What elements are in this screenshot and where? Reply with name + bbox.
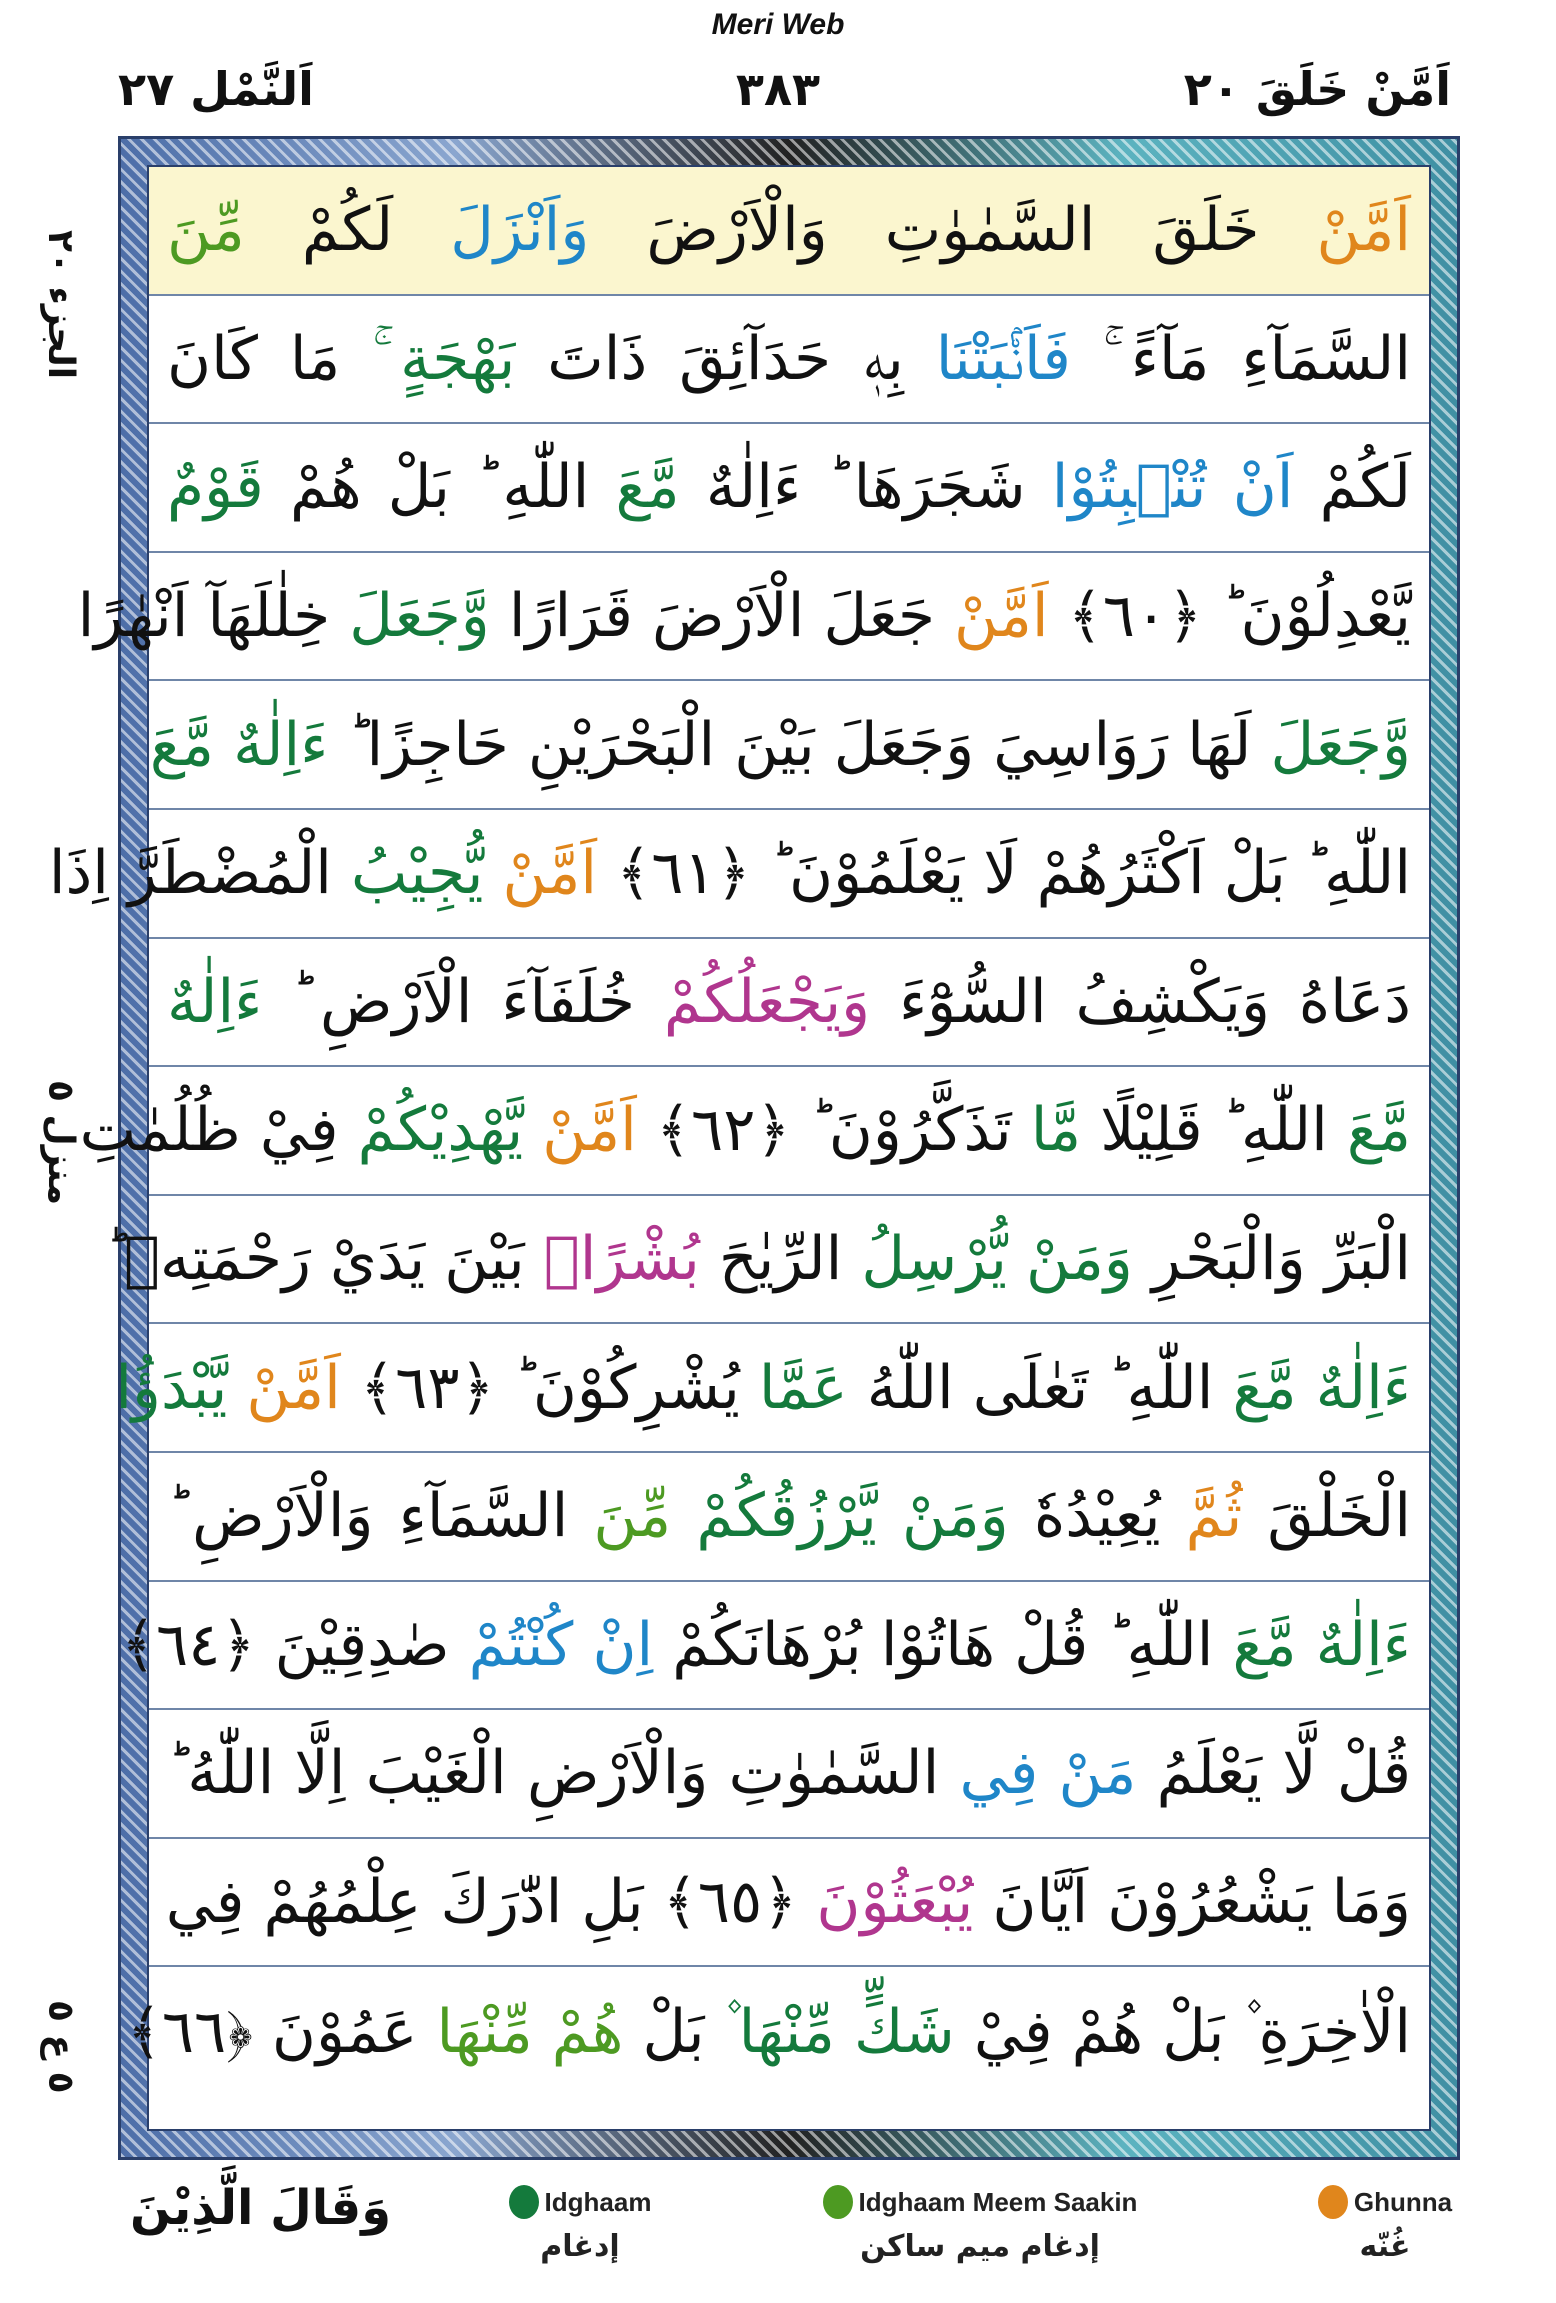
legend-dot-icon bbox=[1318, 2185, 1348, 2219]
word-segment: لَكُمْ bbox=[244, 195, 394, 266]
legend-dot-icon bbox=[823, 2185, 853, 2219]
word-segment: يَّعْدِلُوْنَ ؕ ﴿٦٠﴾ bbox=[1048, 581, 1411, 652]
page-number: ٣٨٣ bbox=[735, 62, 821, 116]
word-segment: الرِّيٰحَ bbox=[699, 1224, 843, 1295]
word-segment: مِّنَ bbox=[568, 1481, 672, 1552]
word-segment: الْبَرِّ وَالْبَحْرِ bbox=[1132, 1224, 1411, 1295]
word-segment: يُشْرِكُوْنَ ؕ ﴿٦٣﴾ bbox=[340, 1352, 740, 1423]
word-segment: يُبْعَثُوْنَ bbox=[797, 1867, 974, 1938]
word-segment: شَكٍّ مِّنْهَا bbox=[723, 1996, 955, 2067]
quran-line-text bbox=[165, 1867, 1411, 1938]
word-segment: هُمْ مِّنْهَا bbox=[417, 1996, 624, 2067]
word-segment: خَلَقَ السَّمٰوٰتِ وَالْاَرْضَ bbox=[589, 195, 1260, 266]
quran-line bbox=[48, 810, 1429, 939]
word-segment: شَجَرَهَا ؕ ءَاِلٰهٌ bbox=[679, 452, 1026, 523]
word-segment: فِيْ ظُلُمٰتِ bbox=[79, 1095, 339, 1166]
word-segment: عَمَّا bbox=[739, 1352, 848, 1423]
word-segment: بِهٖ حَدَآئِقَ ذَاتَ bbox=[515, 323, 904, 394]
quran-line bbox=[149, 1839, 1429, 1968]
word-segment: ءَاِلٰهٌ bbox=[167, 966, 263, 1037]
word-segment: وَّجَعَلَ bbox=[1251, 709, 1411, 780]
quran-line bbox=[149, 681, 1429, 810]
word-segment: فَاَنْۢبَتْنَا bbox=[903, 323, 1071, 394]
word-segment: اِنْ كُنْتُمْ bbox=[449, 1609, 654, 1680]
word-segment: ۫ بَلْ bbox=[623, 1996, 724, 2067]
legend-idghaam bbox=[470, 2185, 690, 2264]
word-segment: بُشْرًاۢ bbox=[524, 1224, 700, 1295]
quran-line-text bbox=[167, 452, 1411, 523]
word-segment: اَمَّنْ bbox=[523, 1095, 637, 1166]
word-segment: جَعَلَ الْاَرْضَ قَرَارًا bbox=[489, 581, 935, 652]
word-segment: مِّنَ bbox=[167, 195, 245, 266]
word-segment: السَّمَآءِ مَآءً ۚ bbox=[1070, 323, 1411, 394]
legend-dot-icon bbox=[509, 2185, 539, 2219]
quran-line-text bbox=[167, 966, 1411, 1037]
word-segment: اللّٰهِ ؕ قَلِيْلًا bbox=[1081, 1095, 1328, 1166]
quran-line bbox=[149, 939, 1429, 1068]
word-segment: السَّمَآءِ وَالْاَرْضِ ؕ bbox=[167, 1481, 569, 1552]
word-segment: اَمَّنْ bbox=[483, 838, 598, 909]
word-segment: ءَاِلٰهٌ مَّعَ bbox=[1213, 1609, 1411, 1680]
word-segment: بَيْنَ يَدَيْ رَحْمَتِهٖ ؕ bbox=[104, 1224, 525, 1295]
word-segment: لَهَا رَوَاسِيَ وَجَعَلَ بَيْنَ الْبَحْرَيْنِ حَاجِزًا ؕ bbox=[328, 709, 1252, 780]
word-segment: اَمَّنْ bbox=[227, 1352, 341, 1423]
quran-line bbox=[126, 1967, 1429, 2096]
word-segment: يَّبْدَؤُا bbox=[115, 1352, 228, 1423]
word-segment: صٰدِقِيْنَ ﴿٦٤﴾ bbox=[120, 1609, 450, 1680]
word-segment: مَّعَ bbox=[589, 452, 680, 523]
quran-line bbox=[149, 167, 1429, 296]
word-segment: اَمَّنْ bbox=[934, 581, 1049, 652]
word-segment: وَّجَعَلَ bbox=[330, 581, 490, 652]
quran-line-text bbox=[79, 1095, 1411, 1166]
word-segment: ﴿٦٥﴾ بَلِ ادّٰرَكَ عِلْمُهُمْ فِي bbox=[165, 1867, 798, 1938]
catchword: وَقَالَ الَّذِيْنَ bbox=[130, 2180, 392, 2236]
word-segment: مَنْ فِي bbox=[939, 1738, 1137, 1809]
quran-line-text bbox=[48, 838, 1411, 909]
header-juz-name: اَمَّنْ خَلَقَ ٢٠ bbox=[1183, 62, 1451, 116]
quran-line bbox=[149, 296, 1429, 425]
word-segment: خُلَفَآءَ الْاَرْضِ ؕ bbox=[262, 966, 636, 1037]
legend-idghaam-meem-saakin bbox=[800, 2185, 1160, 2264]
margin-manzil: منزل ٥ bbox=[40, 1080, 81, 1206]
word-segment: لَكُمْ bbox=[1293, 452, 1411, 523]
word-segment: وَمَا يَشْعُرُوْنَ اَيَّانَ bbox=[973, 1867, 1411, 1938]
quran-line-text bbox=[149, 709, 1411, 780]
quran-line-text bbox=[77, 581, 1411, 652]
word-segment: قَوْمٌ bbox=[167, 452, 264, 523]
quran-line bbox=[149, 424, 1429, 553]
quran-line bbox=[120, 1582, 1429, 1711]
word-segment: يَّهْدِيْكُمْ bbox=[338, 1095, 524, 1166]
quran-line bbox=[149, 1710, 1429, 1839]
word-segment: ثُمَّ bbox=[1160, 1481, 1243, 1552]
word-segment: اللّٰهِ ؕ تَعٰلَى اللّٰهُ bbox=[847, 1352, 1214, 1423]
word-segment: خِلٰلَهَآ اَنْهٰرًا bbox=[77, 581, 331, 652]
word-segment: الْخَلْقَ bbox=[1242, 1481, 1411, 1552]
quran-line-text bbox=[167, 1481, 1411, 1552]
quran-line-text bbox=[126, 1996, 1411, 2067]
legend-label-arabic: غُنّه bbox=[1359, 2229, 1411, 2264]
word-segment: وَيَجْعَلُكُمْ bbox=[635, 966, 871, 1037]
word-segment: بَهْجَةٍ ۚ bbox=[340, 323, 516, 394]
word-segment: اللّٰهِ ؕ قُلْ هَاتُوْا بُرْهَانَكُمْ bbox=[653, 1609, 1214, 1680]
word-segment: اللّٰهِ ؕ بَلْ اَكْثَرُهُمْ لَا يَعْلَمُوْنَ ؕ ﴿٦١﴾ bbox=[597, 838, 1411, 909]
quran-line bbox=[149, 1453, 1429, 1582]
word-segment: السَّمٰوٰتِ وَالْاَرْضِ الْغَيْبَ اِلَّا اللّٰهُ ؕ bbox=[167, 1738, 940, 1809]
quran-line-text bbox=[115, 1352, 1411, 1423]
word-segment: ءَاِلٰهٌ مَّعَ bbox=[1213, 1352, 1411, 1423]
quran-line-text bbox=[104, 1224, 1411, 1295]
word-segment: اللّٰهِ ؕ بَلْ هُمْ bbox=[263, 452, 590, 523]
word-segment: قُلْ لَّا يَعْلَمُ bbox=[1136, 1738, 1412, 1809]
word-segment: عَمُوْنَ ﴿٦٦﴾ bbox=[126, 1996, 418, 2067]
quran-line-text bbox=[167, 1738, 1412, 1809]
word-segment: مَّا bbox=[1011, 1095, 1082, 1166]
word-segment: مَّعَ bbox=[1327, 1095, 1411, 1166]
quran-line-text bbox=[120, 1609, 1411, 1680]
legend-label: Idghaam bbox=[544, 2186, 652, 2217]
word-segment: الْمُضْطَرَّ اِذَا bbox=[48, 838, 332, 909]
word-segment: يُعِيْدُهٗ bbox=[1008, 1481, 1161, 1552]
word-segment: وَاَنْزَلَ bbox=[393, 195, 590, 266]
margin-juz: الجزء ٢٠ bbox=[40, 230, 81, 380]
word-segment: تَذَكَّرُوْنَ ؕ ﴿٦٢﴾ bbox=[636, 1095, 1012, 1166]
quran-line bbox=[79, 1067, 1429, 1196]
legend-label-arabic: إدغام ميم ساكن bbox=[860, 2229, 1100, 2264]
word-segment: وَمَنْ يَّرْزُقُكُمْ bbox=[671, 1481, 1009, 1552]
word-segment: دَعَاهُ وَيَكْشِفُ السُّوْٓءَ bbox=[870, 966, 1411, 1037]
quran-line-text bbox=[167, 323, 1411, 394]
legend-label: Ghunna bbox=[1353, 2186, 1453, 2217]
word-segment: الْاٰخِرَةِ ۫ بَلْ هُمْ فِيْ bbox=[954, 1996, 1411, 2067]
legend-ghunna bbox=[1300, 2185, 1470, 2264]
word-segment: يُّجِيْبُ bbox=[331, 838, 484, 909]
quran-line bbox=[115, 1324, 1429, 1453]
word-segment: مَا كَانَ bbox=[167, 323, 341, 394]
margin-ruku: ٥ ع ٥ bbox=[40, 2000, 81, 2094]
legend-label-arabic: إدغام bbox=[540, 2229, 620, 2264]
word-segment: اَمَّنْ bbox=[1259, 195, 1411, 266]
quran-line-text bbox=[167, 195, 1411, 266]
header-surah-name: اَلنَّمْل ٢٧ bbox=[118, 62, 314, 116]
legend-label: Idghaam Meem Saakin bbox=[858, 2186, 1138, 2217]
quran-line bbox=[104, 1196, 1429, 1325]
word-segment: اَنْ تُنْۢبِتُوْا bbox=[1025, 452, 1294, 523]
word-segment: وَمَنْ يُّرْسِلُ bbox=[842, 1224, 1133, 1295]
brand-title: Meri Web bbox=[711, 8, 845, 41]
word-segment: ءَاِلٰهٌ مَّعَ bbox=[149, 709, 329, 780]
quran-line bbox=[77, 553, 1429, 682]
